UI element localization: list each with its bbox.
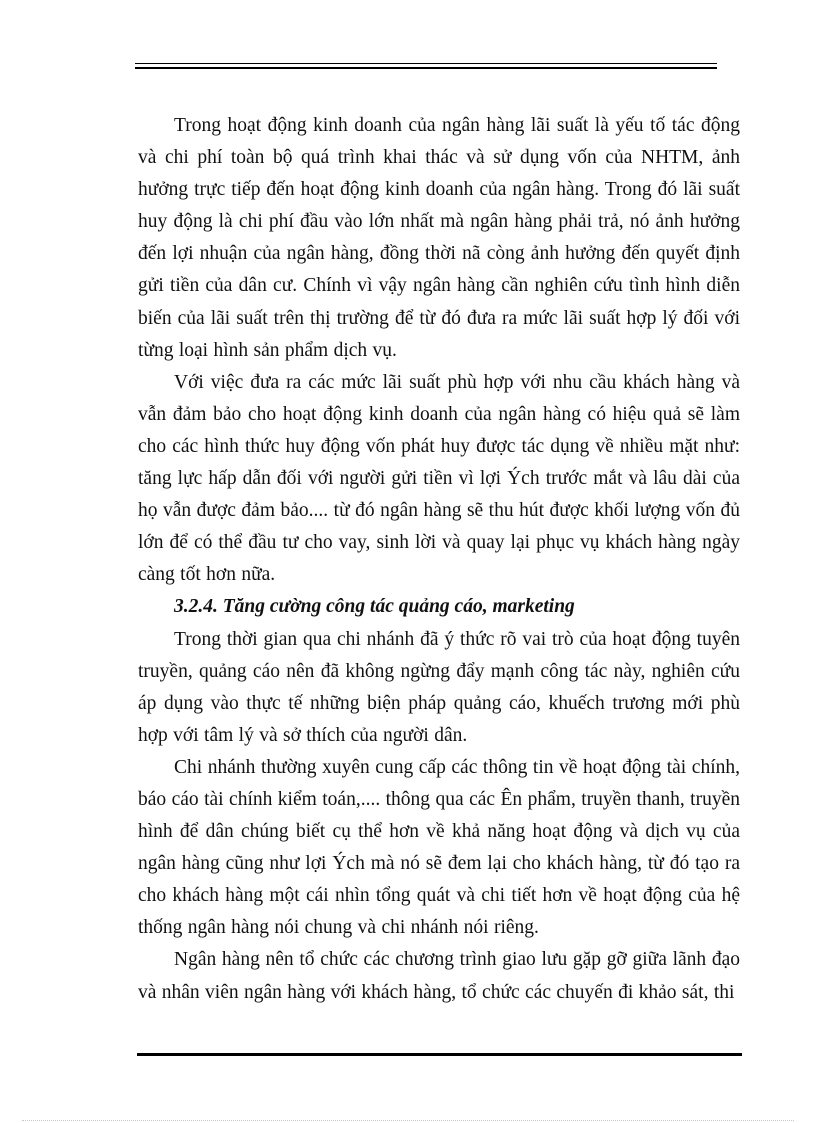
footer-rule bbox=[137, 1053, 742, 1056]
paragraph-interest-rate-role: Trong hoạt động kinh doanh của ngân hàng lãi suất là yếu tố tác động và chi phí toàn bộ quá trình khai thác và sử dụng vốn của NHTM, ảnh hưởng trực tiếp đến hoạt động kinh doanh của ngân hàng. Trong đó lãi suất huy động là chi phí đầu vào lớn nhất mà ngân hàng phải trả, nó ảnh hưởng đến lợi nhuận của ngân hàng, đồng thời nã còng ảnh hưởng đến quyết định gửi tiền của dân cư. Chính vì vậy ngân hàng cần nghiên cứu tình hình diễn biến của lãi suất trên thị trường để từ đó đưa ra mức lãi suất hợp lý đối với từng loại hình sản phẩm dịch vụ. bbox=[138, 115, 740, 361]
header-double-rule bbox=[135, 63, 717, 69]
document-body bbox=[138, 110, 740, 1009]
paragraph-suitable-rates: Với việc đưa ra các mức lãi suất phù hợp với nhu cầu khách hàng và vẫn đảm bảo cho hoạt động kinh doanh của ngân hàng có hiệu quả sẽ làm cho các hình thức huy động vốn phát huy được tác dụng về nhiều mặt như: tăng lực hấp dẫn đối với người gửi tiền vì lợi Ých trước mắt và lâu dài của họ vẫn được đảm bảo.... từ đó ngân hàng sẽ thu hút được khối lượng vốn đủ lớn để có thể đầu tư cho vay, sinh lời và quay lại phục vụ khách hàng ngày càng tốt hơn nữa. bbox=[138, 371, 740, 586]
page-bottom-edge bbox=[22, 1120, 794, 1121]
paragraph-information-provision: Chi nhánh thường xuyên cung cấp các thông tin về hoạt động tài chính, báo cáo tài chính kiểm toán,.... thông qua các Ên phẩm, truyền thanh, truyền hình để dân chúng biết cụ thể hơn về khả năng hoạt động và dịch vụ của ngân hàng cũng như lợi Ých mà nó sẽ đem lại cho khách hàng, từ đó tạo ra cho khách hàng một cái nhìn tổng quát và chi tiết hơn về hoạt động của hệ thống ngân hàng nói chung và chi nhánh nói riêng. bbox=[138, 756, 740, 939]
paragraph-customer-events: Ngân hàng nên tổ chức các chương trình giao lưu gặp gỡ giữa lãnh đạo và nhân viên ngân hàng với khách hàng, tổ chức các chuyến đi khảo sát, thi bbox=[138, 949, 740, 1003]
section-heading: 3.2.4. Tăng cường công tác quảng cáo, marketing bbox=[174, 596, 575, 618]
paragraph-advertising-awareness: Trong thời gian qua chi nhánh đã ý thức rõ vai trò của hoạt động tuyên truyền, quảng cáo nên đã không ngừng đẩy mạnh công tác này, nghiên cứu áp dụng vào thực tế những biện pháp quảng cáo, khuếch trương mới phù hợp với tâm lý và sở thích của người dân. bbox=[138, 628, 740, 746]
